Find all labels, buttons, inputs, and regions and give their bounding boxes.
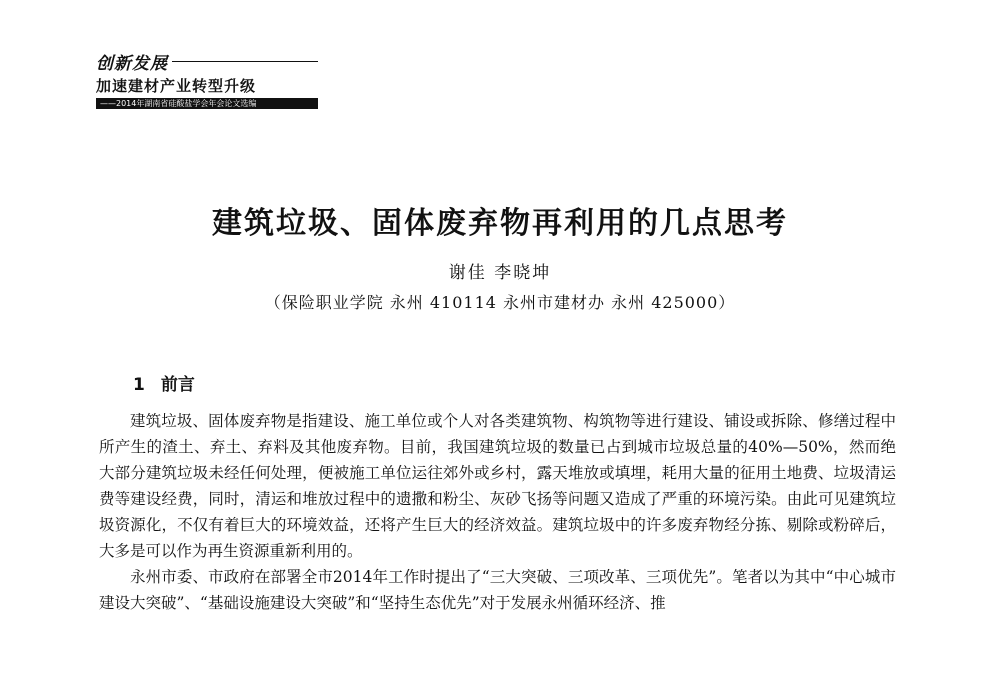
section-heading (133, 370, 195, 395)
body-text (99, 408, 896, 616)
section-title: 前言 (160, 375, 195, 395)
paragraph-1: 建筑垃圾、固体废弃物是指建设、施工单位或个人对各类建筑物、构筑物等进行建设、铺设或拆除、修缮过程中所产生的渣土、弃土、弃料及其他废弃物。目前，我国建筑垃圾的数量已占到城市垃圾总量的40%—50%，然而绝大部分建筑垃圾未经任何处理，便被施工单位运往郊外或乡村，露天堆放或填埋，耗用大量的征用土地费、垃圾清运费等建设经费，同时，清运和堆放过程中的遗撒和粉尘、灰砂飞扬等问题又造成了严重的环境污染。由此可见建筑垃圾资源化，不仅有着巨大的环境效益，还将产生巨大的经济效益。建筑垃圾中的许多废弃物经分拣、剔除或粉碎后，大多是可以作为再生资源重新利用的。 (99, 412, 896, 560)
paragraph-2: 永州市委、市政府在部署全市2014年工作时提出了“三大突破、三项改革、三项优先”。笔者以为其中“中心城市建设大突破”、“基础设施建设大突破”和“坚持生态优先”对于发展永州循环经济、推 (99, 568, 896, 612)
masthead-rule (172, 61, 318, 62)
masthead-title: 创新发展 (96, 53, 168, 74)
masthead-series: ——2014年湖南省硅酸盐学会年会论文选编 (96, 98, 318, 109)
journal-masthead (96, 50, 318, 109)
paper-title: 建筑垃圾、固体废弃物再利用的几点思考 (212, 206, 788, 241)
masthead-subtitle: 加速建材产业转型升级 (96, 77, 257, 95)
masthead-line1 (96, 50, 318, 72)
paper-affiliation: （保险职业学院 永州 410114 永州市建材办 永州 425000） (264, 293, 736, 312)
section-number: 1 (133, 375, 145, 395)
paper-authors: 谢佳 李晓坤 (448, 263, 552, 283)
